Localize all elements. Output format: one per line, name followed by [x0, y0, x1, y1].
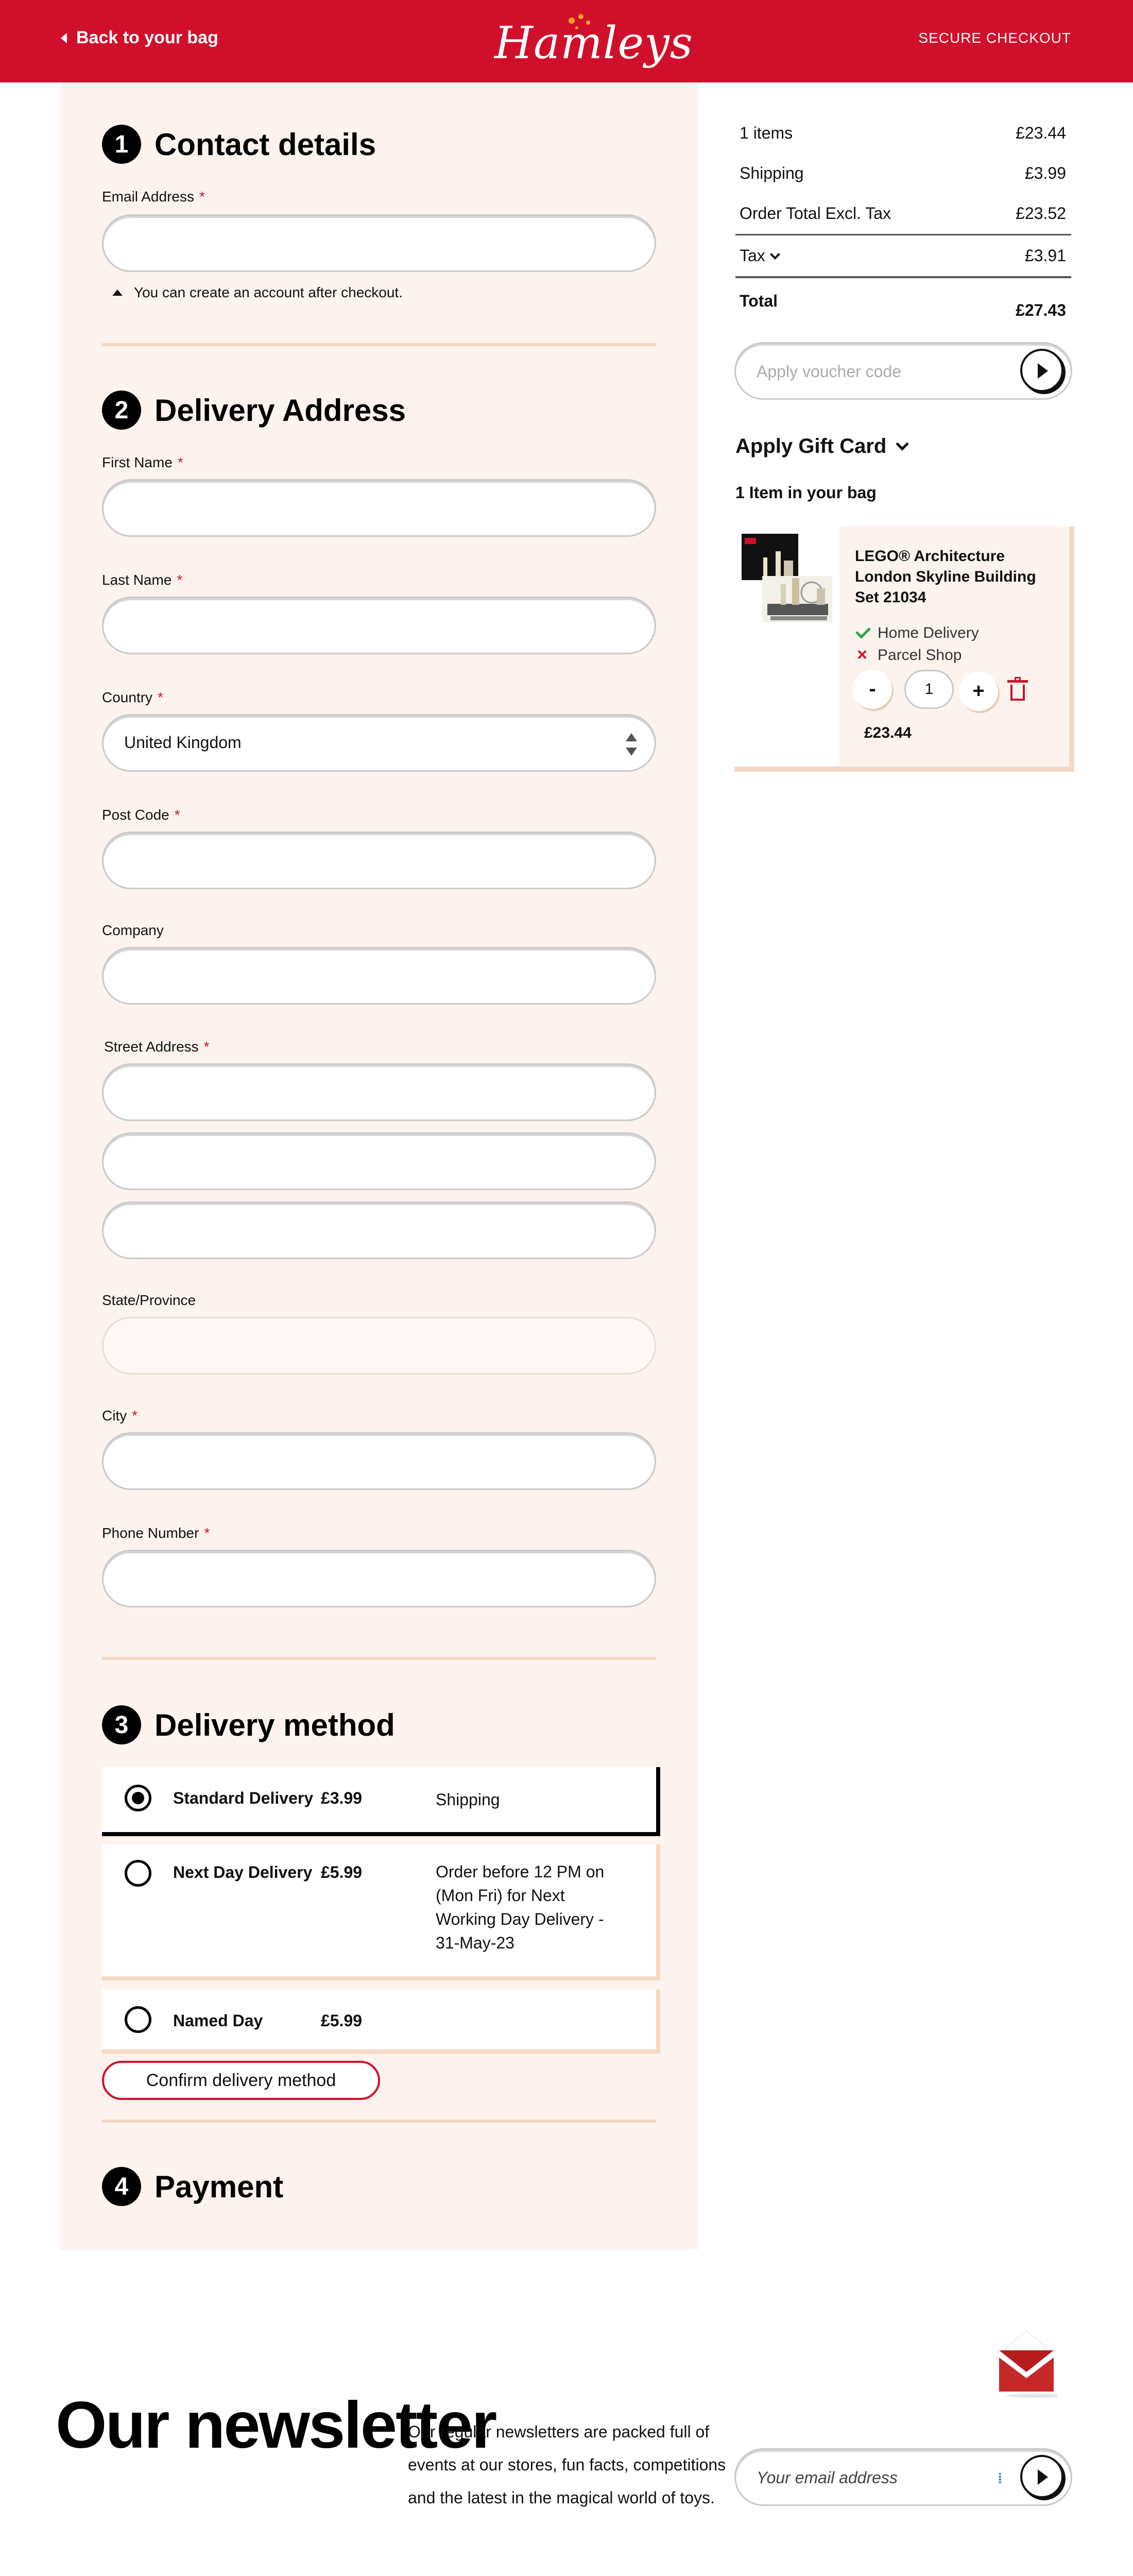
caret-up-icon: [112, 290, 123, 296]
payment-section-title: Payment: [154, 2169, 284, 2204]
voucher-code-input[interactable]: [734, 342, 1072, 400]
logo-wordmark: Hamleys: [494, 18, 693, 69]
newsletter-title: Our newsletter: [56, 2388, 496, 2462]
last-name-field[interactable]: [102, 597, 656, 654]
section-divider: [102, 343, 656, 346]
radio-empty-icon[interactable]: [125, 1860, 151, 1887]
email-label: Email Address *: [102, 189, 205, 205]
summary-divider: [735, 234, 1071, 235]
product-image[interactable]: [734, 527, 839, 767]
phone-number-label: Phone Number *: [102, 1525, 210, 1541]
country-select[interactable]: [102, 714, 656, 772]
delivery-section-header: [102, 1705, 395, 1744]
newsletter-submit-button[interactable]: [1020, 2455, 1063, 2498]
arrow-right-icon: [1038, 363, 1048, 379]
product-price: £23.44: [864, 724, 912, 741]
street-address-label: Street Address *: [104, 1039, 210, 1055]
step-number: 3: [102, 1705, 141, 1744]
post-code-label: Post Code *: [102, 807, 180, 823]
company-field[interactable]: [102, 947, 656, 1005]
street-address-line-1[interactable]: [102, 1063, 656, 1121]
product-title[interactable]: LEGO® Architecture London Skyline Building Set 21034: [855, 548, 1036, 606]
delivery-option-named-day[interactable]: Named Day £5.99: [102, 1990, 660, 2054]
country-value: United Kingdom: [124, 733, 242, 752]
chevron-down-icon: [770, 249, 780, 260]
contact-section-title: Contact details: [154, 127, 376, 162]
address-section-header: [102, 391, 406, 430]
confirm-delivery-button[interactable]: Confirm delivery method: [102, 2061, 380, 2100]
items-in-bag-heading: 1 Item in your bag: [735, 483, 877, 502]
cross-icon: ×: [857, 645, 867, 665]
delivery-section-title: Delivery method: [154, 1707, 395, 1742]
back-to-bag-link[interactable]: [61, 28, 218, 48]
chevron-left-icon: [61, 33, 67, 43]
quantity-input[interactable]: 1: [904, 670, 954, 709]
summary-divider: [735, 276, 1071, 278]
newsletter-description: Our regular newsletters are packed full of events at our stores, fun facts, competitions and the latest in the magical world of toys.: [408, 2422, 726, 2507]
check-icon: [855, 623, 871, 639]
last-name-label: Last Name *: [102, 572, 183, 588]
chevron-down-icon: [896, 437, 909, 450]
section-divider: [102, 1657, 656, 1660]
back-link-label: Back to your bag: [76, 28, 218, 47]
newsletter-placeholder: Your email address: [757, 2468, 898, 2487]
step-number: 2: [102, 391, 141, 430]
apply-gift-card-toggle[interactable]: Apply Gift Card: [735, 435, 907, 458]
contact-section-header: [102, 125, 376, 164]
newsletter-envelope-icon: [995, 2320, 1058, 2398]
radio-selected-icon[interactable]: [125, 1785, 151, 1811]
voucher-placeholder: Apply voucher code: [757, 362, 902, 381]
checkout-form-panel: [61, 82, 698, 2249]
trash-icon[interactable]: [1009, 680, 1026, 701]
first-name-label: First Name *: [102, 454, 183, 470]
step-number: 4: [102, 2167, 141, 2206]
step-number: 1: [102, 125, 141, 164]
newsletter-email-input[interactable]: [734, 2448, 1072, 2506]
address-section-title: Delivery Address: [154, 393, 406, 428]
decrease-quantity-button[interactable]: -: [853, 670, 892, 709]
cart-item-card: [734, 527, 1074, 772]
street-address-line-3[interactable]: [102, 1201, 656, 1259]
state-province-field[interactable]: [102, 1317, 656, 1375]
company-label: Company: [102, 922, 164, 938]
delivery-option-next-day[interactable]: Next Day Delivery £5.99 Order before 12 PM on (Mon Fri) for Next Working Day Delivery - 31-May-23: [102, 1844, 660, 1980]
delivery-option-standard[interactable]: Standard Delivery £3.99 Shipping: [102, 1767, 660, 1836]
header-bar: [0, 0, 1133, 82]
first-name-field[interactable]: [102, 479, 656, 537]
city-label: City *: [102, 1408, 138, 1423]
arrow-right-icon: [1038, 2469, 1048, 2485]
street-address-line-2[interactable]: [102, 1132, 656, 1190]
state-province-label: State/Province: [102, 1292, 196, 1308]
parcel-shop-availability: × Parcel Shop: [855, 645, 962, 665]
payment-section-header: [102, 2167, 283, 2206]
section-divider: [102, 2120, 656, 2123]
account-note: You can create an account after checkout.: [112, 284, 403, 301]
password-manager-icon[interactable]: ⁞: [998, 2470, 1003, 2486]
country-label: Country *: [102, 689, 163, 705]
post-code-field[interactable]: [102, 832, 656, 889]
apply-voucher-button[interactable]: [1020, 349, 1063, 392]
city-field[interactable]: [102, 1432, 656, 1490]
hamleys-logo[interactable]: [494, 5, 693, 77]
radio-empty-icon[interactable]: [125, 2006, 151, 2033]
secure-checkout-label: SECURE CHECKOUT: [918, 30, 1071, 46]
lego-box-image: [734, 527, 839, 640]
email-field[interactable]: [102, 214, 656, 272]
select-arrows-icon: [626, 733, 637, 756]
home-delivery-availability: Home Delivery: [855, 624, 979, 642]
increase-quantity-button[interactable]: +: [959, 672, 998, 711]
phone-number-field[interactable]: [102, 1550, 656, 1607]
